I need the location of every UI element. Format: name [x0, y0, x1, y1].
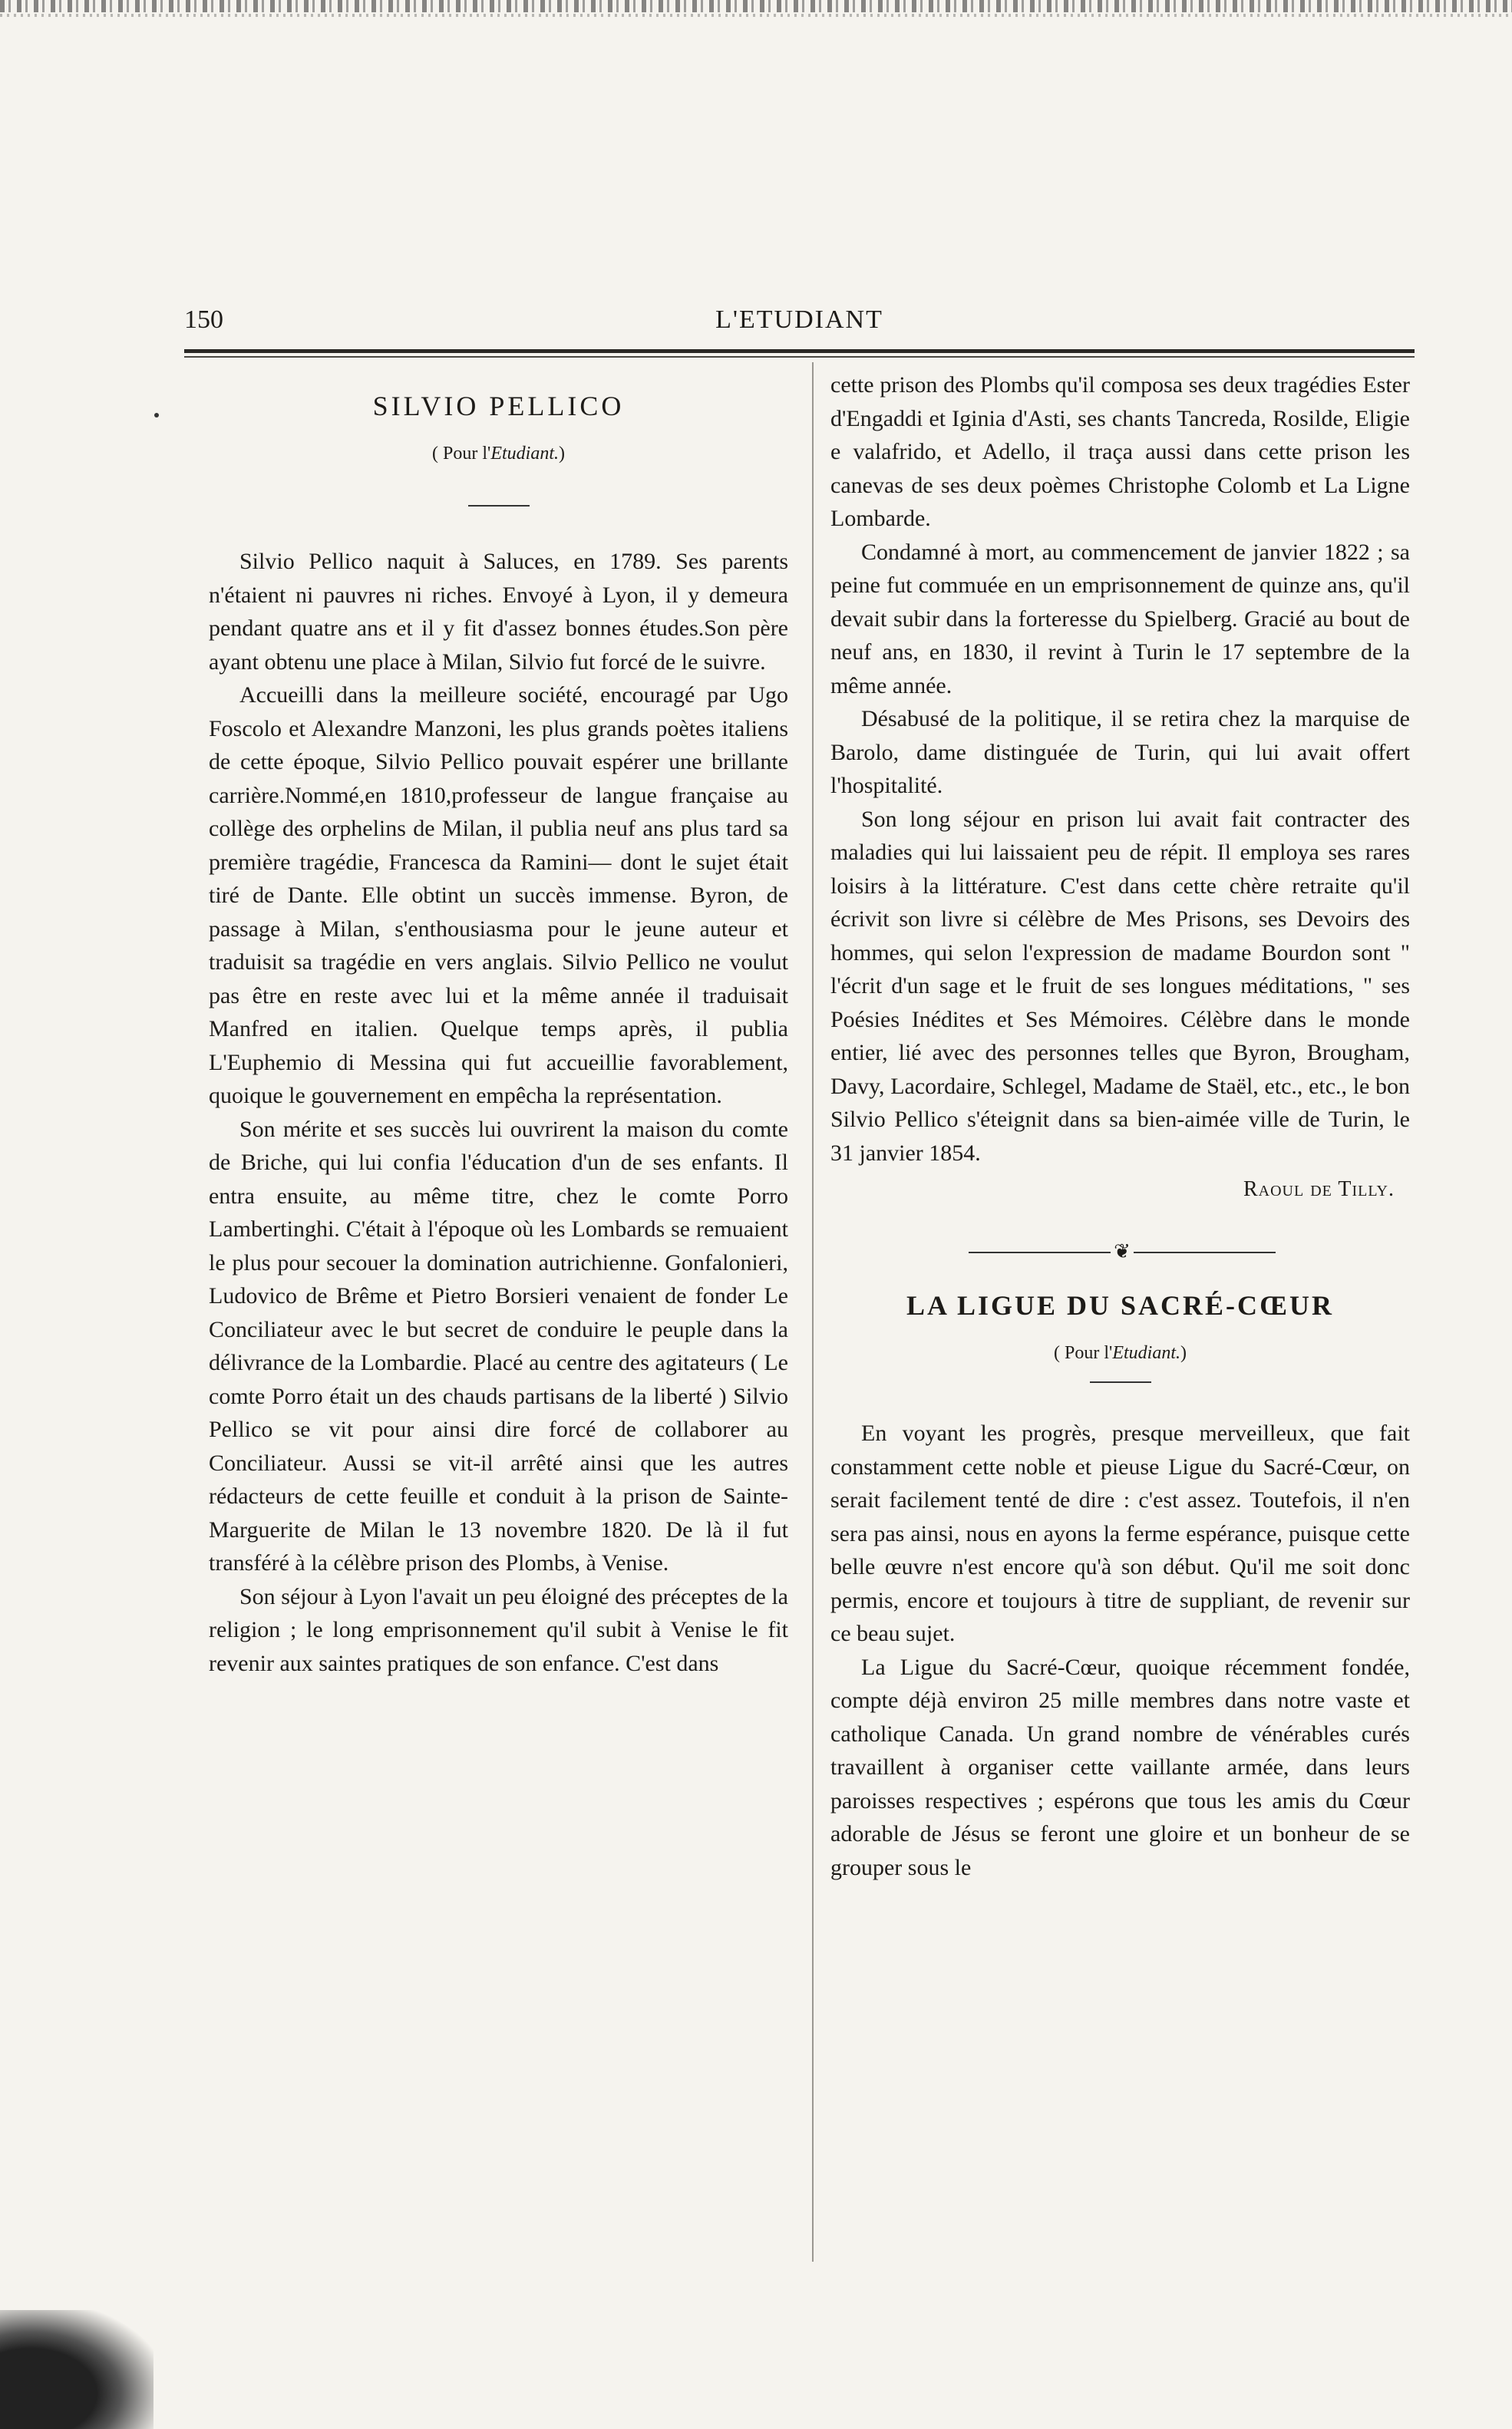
- article-body-left: [209, 545, 788, 1680]
- byline-italic: Etudiant.: [490, 444, 559, 464]
- right-column: [830, 368, 1410, 1884]
- paragraph: Son mérite et ses succès lui ouvrirent la maison du comte de Briche, qui lui confia l'éducation d'un de ses enfants. Il entra ensuite, au même titre, chez le comte Porro Lambertinghi. C'était à l'époque où les Lombards se remuaient le plus pour secouer la domination autrichienne. Gonfalonieri, Ludovico de Brême et Pietro Borsieri venaient de fonder Le Conciliateur avec le but secret de conduire le peuple dans la délivrance de la Lombardie. Placé au centre des agitateurs ( Le comte Porro était un des chauds partisans de la liberté ) Silvio Pellico se vit pour ainsi dire forcé de collaborer au Conciliateur. Aussi se vit-il arrêté ainsi que les autres rédacteurs de cette feuille et conduit à la prison de Sainte-Marguerite de Milan le 13 novembre 1820. De là il fut transféré à la célèbre prison des Plombs, à Venise.: [209, 1116, 788, 1576]
- paragraph: La Ligue du Sacré-Cœur, quoique récemment fondée, compte déjà environ 25 mille membres dans notre vaste et catholique Canada. Un grand nombre de vénérables curés travaillent à organiser cette vaillante armée, dans leurs paroisses respectives ; espérons que tous les amis du Cœur adorable de Jésus se feront une gloire et un bonheur de se grouper sous le: [830, 1654, 1410, 1880]
- section-ornament: [830, 1237, 1410, 1268]
- signature: Raoul de Tilly.: [1243, 1177, 1395, 1201]
- byline-prefix: ( Pour l': [432, 444, 491, 464]
- byline-italic: Etudiant.: [1112, 1343, 1180, 1363]
- paragraph: cette prison des Plombs qu'il composa ses deux tragédies Ester d'Engaddi et Iginia d'Asti, ses chants Tancreda, Rosilde, Eligie e valafrido, et Adello, il traça aussi dans cette prison les canevas de ses deux poèmes Christophe Colomb et La Ligne Lombarde.: [830, 372, 1410, 531]
- byline-suffix: ): [1180, 1343, 1187, 1363]
- header-rule-thin: [184, 356, 1415, 358]
- scan-corner-shadow: [0, 2310, 154, 2429]
- byline-prefix: ( Pour l': [1054, 1343, 1113, 1363]
- header-rule-thick: [184, 349, 1415, 353]
- article-title-ligue: LA LIGUE DU SACRÉ-CŒUR: [906, 1290, 1335, 1321]
- page-number: 150: [184, 305, 223, 334]
- fleuron-icon: ❦: [1111, 1240, 1134, 1263]
- left-column: [209, 368, 788, 1680]
- article-byline-pellico: [209, 442, 788, 465]
- running-head: L'ETUDIANT: [715, 305, 883, 334]
- title-separator: [1090, 1381, 1151, 1383]
- scan-edge-top: [0, 0, 1512, 12]
- scan-edge-top-noise: [0, 14, 1512, 17]
- paragraph: En voyant les progrès, presque merveilleux, que fait constamment cette noble et pieuse Ligue du Sacré-Cœur, on serait facilement tenté de dire : c'est assez. Toutefois, il n'en sera pas ainsi, nous en ayons la ferme espérance, puisque cette belle œuvre n'est encore qu'à son début. Qu'il me soit donc permis, encore et toujours à titre de suppliant, de revenir sur ce beau sujet.: [830, 1421, 1410, 1646]
- margin-speck: [154, 413, 159, 417]
- paragraph: Son séjour à Lyon l'avait un peu éloigné des préceptes de la religion ; le long emprisonnement qu'il subit à Venise le fit revenir aux saintes pratiques de son enfance. C'est dans: [209, 1583, 788, 1676]
- column-divider: [812, 362, 814, 2262]
- article-byline-ligue: [830, 1342, 1410, 1365]
- article-body-right: [830, 368, 1410, 1170]
- page-header: [184, 305, 1415, 344]
- article-title-pellico: SILVIO PELLICO: [372, 391, 625, 421]
- paragraph: Silvio Pellico naquit à Saluces, en 1789. Ses parents n'étaient ni pauvres ni riches. Envoyé à Lyon, il y demeura pendant quatre ans et il y fit d'assez bonnes études.Son père ayant obtenu une place à Milan, Silvio fut forcé de le suivre.: [209, 549, 788, 675]
- article-body-ligue: [830, 1417, 1410, 1884]
- paragraph: Son long séjour en prison lui avait fait contracter des maladies qui lui laissaient peu de répit. Il employa ses rares loisirs à la littérature. C'est dans cette chère retraite qu'il écrivit son livre si célèbre de Mes Prisons, ses Devoirs des hommes, qui selon l'expression de madame Bourdon sont " l'écrit d'un sage et le fruit de ses longues méditations, " ses Poésies Inédites et Ses Mémoires. Célèbre dans le monde entier, lié avec des personnes telles que Byron, Brougham, Davy, Lacordaire, Schlegel, Madame de Staël, etc., etc., le bon Silvio Pellico s'éteignit dans sa bien-aimée ville de Turin, le 31 janvier 1854.: [830, 806, 1410, 1166]
- paragraph: Désabusé de la politique, il se retira chez la marquise de Barolo, dame distinguée de Turin, qui lui avait offert l'hospitalité.: [830, 706, 1410, 798]
- byline-suffix: ): [559, 444, 565, 464]
- paragraph: Condamné à mort, au commencement de janvier 1822 ; sa peine fut commuée en un emprisonnement de quinze ans, qu'il devait subir dans la forteresse du Spielberg. Gracié au bout de neuf ans, en 1830, il revint à Turin le 17 septembre de la même année.: [830, 539, 1410, 698]
- title-separator: [468, 505, 530, 507]
- paragraph: Accueilli dans la meilleure société, encouragé par Ugo Foscolo et Alexandre Manzoni, les plus grands poètes italiens de cette époque, Silvio Pellico pouvait espérer une brillante carrière.Nommé,en 1810,professeur de langue française au collège des orphelins de Milan, il publia neuf ans plus tard sa première tragédie, Francesca da Ramini— dont le sujet était tiré de Dante. Elle obtint un succès immense. Byron, de passage à Milan, s'enthousiasma pour le jeune auteur et traduisit sa tragédie en vers anglais. Silvio Pellico ne voulut pas être en reste avec lui et la même année il traduisait Manfred en italien. Quelque temps après, il publia L'Euphemio di Messina qui fut accueillie favorablement, quoique le gouvernement en empêcha la représentation.: [209, 682, 788, 1108]
